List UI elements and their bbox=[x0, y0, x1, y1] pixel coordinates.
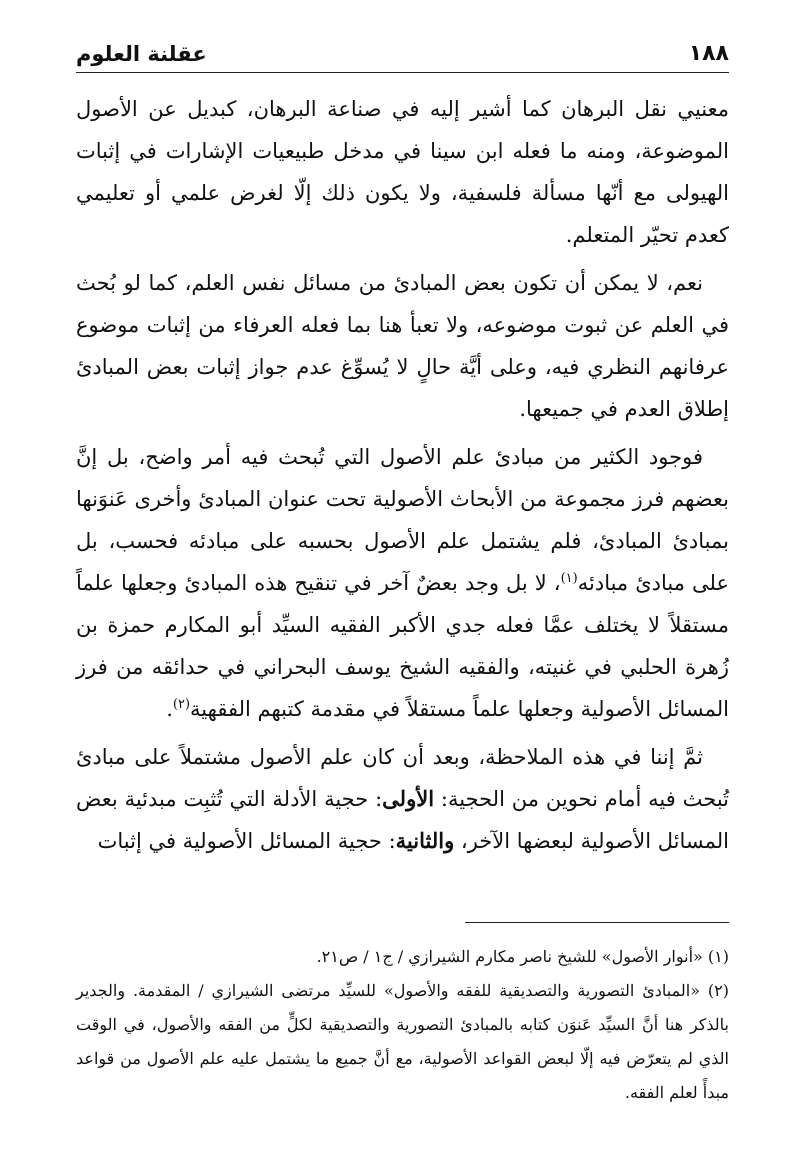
paragraph-text: ثمَّ إننا في هذه الملاحظة، وبعد أن كان علم الأصول مشتملاً على مبادئ تُبحث فيه أمام نحوين من الحجية: bbox=[76, 745, 730, 811]
paragraph-text: : حجية المسائل الأصولية في إثبات bbox=[97, 829, 396, 853]
bold-term-second: والثانية bbox=[395, 828, 455, 853]
paragraph-text: . bbox=[166, 697, 173, 721]
running-title: عقلنة العلوم bbox=[76, 42, 207, 66]
footnote-reference-1[interactable]: (١) bbox=[560, 571, 578, 586]
footnote-reference-2[interactable]: (٢) bbox=[172, 697, 191, 712]
paragraph-text: : حجية الأدلة التي تُثبِت مبدئية بعض المسائل الأصولية لبعضها الآخر، bbox=[76, 787, 729, 853]
page-number: ١٨٨ bbox=[688, 41, 729, 66]
footnote-1: (١) «أنوار الأصول» للشيخ ناصر مكارم الشيرازي / ج١ / ص٢١. bbox=[316, 947, 729, 966]
paragraph-text: ، لا بل وجد بعضٌ آخر في تنقيح هذه المبادئ وجعلها علماً مستقلاً لا يختلف عمَّا فعله جدي الأكبر الفقيه السيِّد أبو المكارم حمزة بن زُهرة الحلبي في غنيته، والفقيه الشيخ يوسف البحراني في حدائقه من فرز المسائل الأصولية وجعلها علماً مستقلاً في مقدمة كتبهم الفقهية bbox=[76, 571, 729, 721]
paragraph bbox=[76, 262, 729, 430]
bold-term-first: الأولى bbox=[382, 786, 435, 811]
page-header bbox=[76, 26, 729, 73]
footnote-2: (٢) «المبادئ التصورية والتصديقية للفقه والأصول» للسيِّد مرتضى الشيرازي / المقدمة. والجدير بالذكر هنا أنَّ السيِّد عَنوَن كتابه بالمبادئ التصورية والتصديقية لكلٍّ من الفقه والأصول، في الوقت الذي لم يتعرّض فيه إلّا لبعض القواعد الأصولية، مع أنَّ جميع ما يشتمل عليه علم الأصول من قواعد مبدأً لعلم الفقه. bbox=[76, 981, 729, 1102]
paragraph-text: فوجود الكثير من مبادئ علم الأصول التي تُبحث فيه أمر واضح، بل إنَّ بعضهم فرز مجموعة من الأبحاث الأصولية تحت عنوان المبادئ وأخرى عَنوَنها بمبادئ المبادئ، فلم يشتمل علم الأصول بحسبه على مبادئه فحسب، بل على مبادئ مبادئه bbox=[76, 445, 729, 595]
paragraph bbox=[76, 436, 729, 730]
footnote-divider bbox=[465, 922, 729, 923]
paragraph-text: معنيي نقل البرهان كما أشير إليه في صناعة البرهان، كبديل عن الأصول الموضوعة، ومنه ما فعله ابن سينا في مدخل طبيعيات الإشارات في إثبات الهيولى مع أنّها مسألة فلسفية، ولا يكون ذلك إلّا لغرض علمي أو تعليمي كعدم تحيّر المتعلم. bbox=[76, 97, 729, 247]
paragraph bbox=[76, 88, 729, 256]
footnotes bbox=[76, 940, 729, 1110]
paragraph bbox=[76, 736, 729, 862]
main-text bbox=[76, 88, 729, 868]
paragraph-text: نعم، لا يمكن أن تكون بعض المبادئ من مسائل نفس العلم، كما لو بُحث في العلم عن ثبوت موضوعه، ولا تعبأ هنا بما فعله العرفاء من إثبات موضوع عرفانهم النظري فيه، وعلى أيَّة حالٍ لا يُسوِّغ عدم جواز إثبات بعض المبادئ إطلاق العدم في جميعها. bbox=[76, 271, 729, 421]
